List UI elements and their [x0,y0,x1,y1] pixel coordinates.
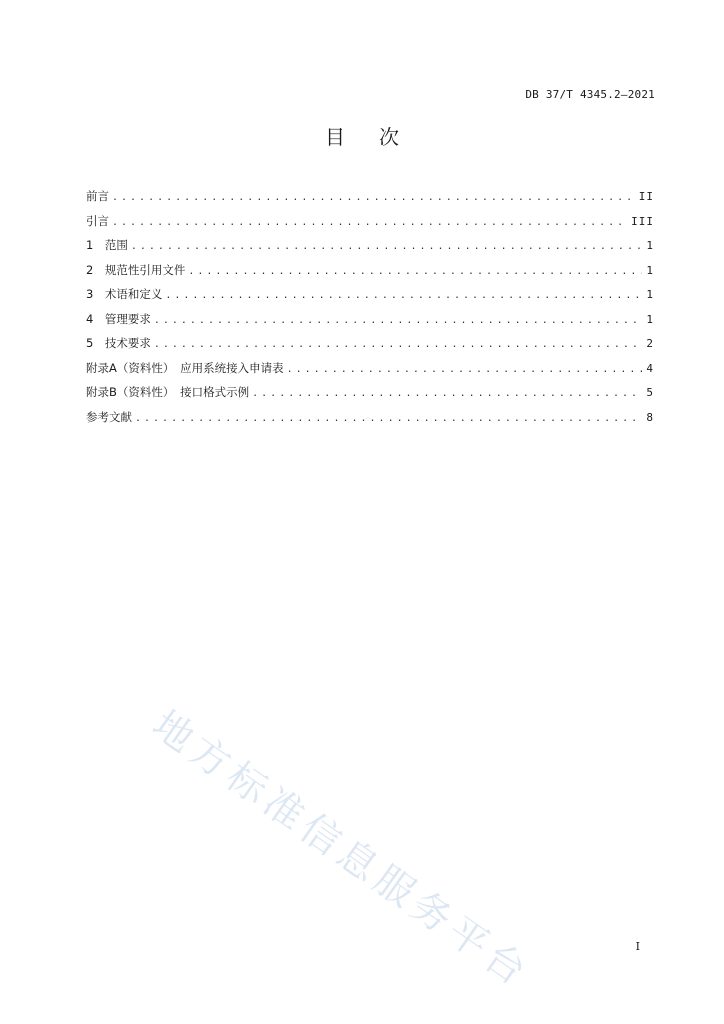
page-number: I [635,940,640,953]
toc-entry-label: 1 范围 [86,238,128,252]
document-code: DB 37/T 4345.2—2021 [525,88,655,101]
toc-entry-page: III [631,214,654,228]
toc-entry-page: II [638,190,654,203]
toc-entry-scope[interactable] [86,233,654,258]
toc-leader-dots [188,260,642,285]
toc-entry-appendix-b[interactable] [86,380,654,405]
toc-list [86,184,654,429]
toc-entry-page: 4 [646,361,654,375]
toc-entry-label: 前言 [86,189,109,203]
toc-entry-terms-definitions[interactable] [86,282,654,307]
toc-entry-page: 1 [646,263,654,277]
toc-entry-management-requirements[interactable] [86,307,654,332]
toc-entry-normative-references[interactable] [86,258,654,283]
toc-entry-label: 附录A（资料性） 应用系统接入申请表 [86,360,284,375]
toc-entry-page: 1 [646,288,654,301]
toc-entry-label: 3 术语和定义 [86,287,163,301]
toc-leader-dots [135,407,642,432]
toc-leader-dots [165,284,642,309]
toc-entry-introduction[interactable] [86,209,654,234]
toc-entry-label: 引言 [86,213,109,228]
toc-entry-bibliography[interactable] [86,405,654,430]
toc-leader-dots [112,211,627,236]
toc-leader-dots [252,382,642,407]
toc-entry-label: 4 管理要求 [86,311,151,326]
toc-entry-page: 1 [646,239,654,252]
toc-leader-dots [154,333,643,358]
toc-entry-page: 5 [646,386,654,399]
toc-leader-dots [154,309,643,334]
toc-entry-foreword[interactable] [86,184,654,209]
toc-title: 目次 [325,125,433,149]
toc-entry-label: 2 规范性引用文件 [86,262,186,277]
watermark-text: 地方标准信息服务平台 [144,702,539,998]
toc-entry-label: 附录B（资料性） 接口格式示例 [86,385,250,399]
toc-entry-page: 1 [646,312,654,326]
toc-leader-dots [112,186,635,211]
toc-leader-dots [131,235,643,260]
toc-entry-technical-requirements[interactable] [86,331,654,356]
toc-entry-page: 8 [646,410,654,424]
toc-entry-appendix-a[interactable] [86,356,654,381]
toc-entry-label: 参考文献 [86,409,132,424]
toc-leader-dots [287,358,643,383]
toc-entry-label: 5 技术要求 [86,336,151,350]
toc-entry-page: 2 [646,337,654,350]
